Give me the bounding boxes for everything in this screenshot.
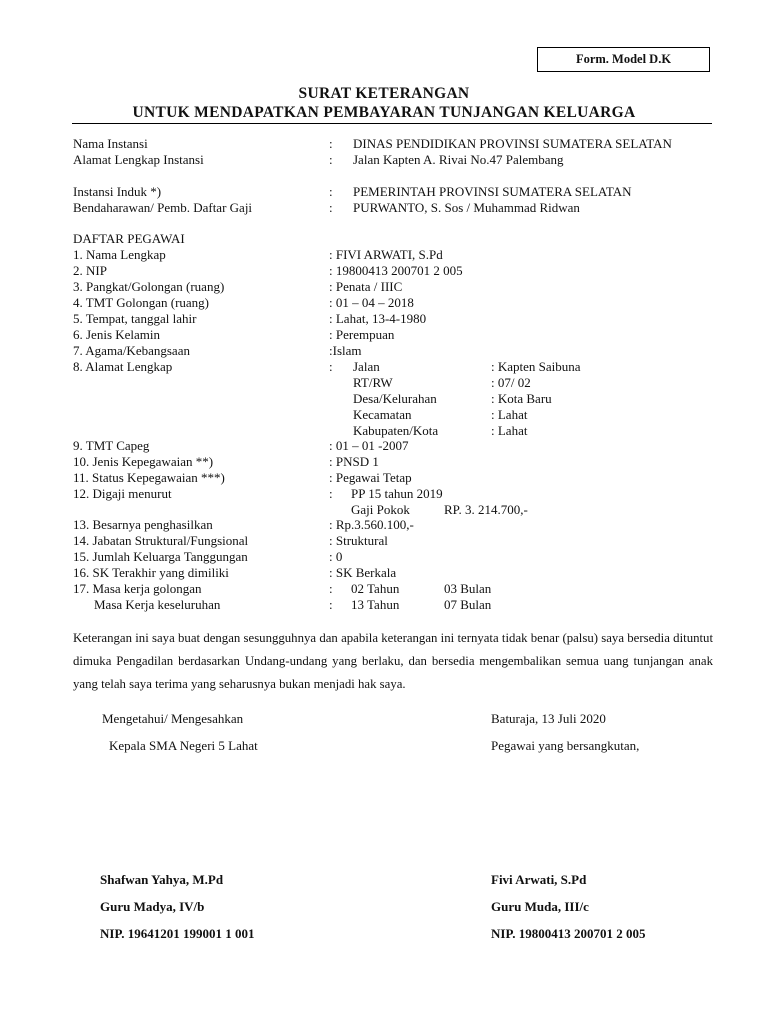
alamat-sub-value: : Lahat [491,423,528,438]
field-label: 10. Jenis Kepegawaian **) [73,454,214,469]
digaji-aturan: PP 15 tahun 2019 [351,486,443,501]
field-value: : Perempuan [329,327,395,342]
instansi-sep: : [329,136,333,151]
field-label: 16. SK Terakhir yang dimiliki [73,565,229,580]
sign-left-heading: Mengetahui/ Mengesahkan [102,711,244,726]
field-label: 3. Pangkat/Golongan (ruang) [73,279,225,294]
document-title: SURAT KETERANGAN [298,85,470,102]
sign-right-role: Pegawai yang bersangkutan, [491,738,640,753]
field-label: 8. Alamat Lengkap [73,359,173,374]
instansi-induk-sep: : [329,184,333,199]
field-label: 15. Jumlah Keluarga Tanggungan [73,549,248,564]
field-value: : PNSD 1 [329,454,379,469]
masa-kerja-label: 17. Masa kerja golongan [73,581,202,596]
field-label: 12. Digaji menurut [73,486,172,501]
masa-kerja-sep: : [329,581,333,596]
sign-left-rank: Guru Madya, IV/b [100,899,205,914]
alamat-sub-label: Kabupaten/Kota [353,423,439,438]
field-label: 9. TMT Capeg [73,438,150,453]
alamat-sub-label: Desa/Kelurahan [353,391,437,406]
bendaharawan-value: PURWANTO, S. Sos / Muhammad Ridwan [353,200,580,215]
field-label: 2. NIP [73,263,107,278]
bendaharawan-sep: : [329,200,333,215]
sign-left-role: Kepala SMA Negeri 5 Lahat [109,738,258,753]
field-value: : Penata / IIIC [329,279,403,294]
alamat-sub-label: Jalan [353,359,380,374]
instansi-induk-value: PEMERINTAH PROVINSI SUMATERA SELATAN [353,184,632,199]
field-value: : 19800413 200701 2 005 [329,263,463,278]
document-subtitle: UNTUK MENDAPATKAN PEMBAYARAN TUNJANGAN KELUARGA [132,104,636,121]
field-label: 14. Jabatan Struktural/Fungsional [73,533,249,548]
field-value: : SK Berkala [329,565,397,580]
alamat-sub-value: : 07/ 02 [491,375,531,390]
sign-right-rank: Guru Muda, III/c [491,899,589,914]
field-value: : [329,359,333,374]
masa-kerja-tahun: 13 Tahun [351,597,400,612]
field-label: 6. Jenis Kelamin [73,327,161,342]
title-underline [72,123,712,124]
masa-kerja-sep: : [329,597,333,612]
field-value: :Islam [329,343,362,358]
field-value: : Rp.3.560.100,- [329,517,414,532]
sign-right-nip: NIP. 19800413 200701 2 005 [491,926,646,941]
field-label: 7. Agama/Kebangsaan [73,343,190,358]
sign-right-place-date: Baturaja, 13 Juli 2020 [491,711,606,726]
daftar-pegawai-heading: DAFTAR PEGAWAI [73,231,185,246]
alamat-instansi-sep: : [329,152,333,167]
field-value: : [329,486,333,501]
alamat-sub-label: Kecamatan [353,407,412,422]
form-model-box: Form. Model D.K [537,47,710,72]
sign-right-name: Fivi Arwati, S.Pd [491,872,587,887]
instansi-induk-label: Instansi Induk *) [73,184,162,199]
masa-kerja-bulan: 07 Bulan [444,597,492,612]
alamat-sub-value: : Kota Baru [491,391,552,406]
field-value: : FIVI ARWATI, S.Pd [329,247,443,262]
field-value: : 01 – 04 – 2018 [329,295,414,310]
field-label: 4. TMT Golongan (ruang) [73,295,209,310]
field-label: 1. Nama Lengkap [73,247,166,262]
bendaharawan-label: Bendaharawan/ Pemb. Daftar Gaji [73,200,253,215]
field-label: 13. Besarnya penghasilkan [73,517,213,532]
field-value: : Pegawai Tetap [329,470,412,485]
instansi-label: Nama Instansi [73,136,148,151]
alamat-sub-value: : Kapten Saibuna [491,359,581,374]
masa-kerja-label: Masa Kerja keseluruhan [94,597,221,612]
alamat-instansi-label: Alamat Lengkap Instansi [73,152,204,167]
instansi-value: DINAS PENDIDIKAN PROVINSI SUMATERA SELATAN [353,136,672,151]
alamat-instansi-value: Jalan Kapten A. Rivai No.47 Palembang [353,152,564,167]
field-value: : Struktural [329,533,388,548]
keterangan-paragraph: Keterangan ini saya buat dengan sesungguhnya dan apabila keterangan ini ternyata tidak benar (palsu) saya bersedia dituntut dimuka Pengadilan berdasarkan Undang-undang yang berlaku, dan bersedia mengembalikan semua uang tunjangan anak yang telah saya terima yang seharusnya bukan menjadi hak saya. [73,631,713,691]
field-label: 5. Tempat, tanggal lahir [73,311,197,326]
alamat-sub-label: RT/RW [353,375,393,390]
gaji-pokok-label: Gaji Pokok [351,502,410,517]
masa-kerja-tahun: 02 Tahun [351,581,400,596]
sign-left-nip: NIP. 19641201 199001 1 001 [100,926,255,941]
field-value: : 01 – 01 -2007 [329,438,409,453]
field-value: : 0 [329,549,343,564]
field-value: : Lahat, 13-4-1980 [329,311,427,326]
field-label: 11. Status Kepegawaian ***) [73,470,225,485]
sign-left-name: Shafwan Yahya, M.Pd [100,872,224,887]
alamat-sub-value: : Lahat [491,407,528,422]
gaji-pokok-value: RP. 3. 214.700,- [444,502,528,517]
masa-kerja-bulan: 03 Bulan [444,581,492,596]
